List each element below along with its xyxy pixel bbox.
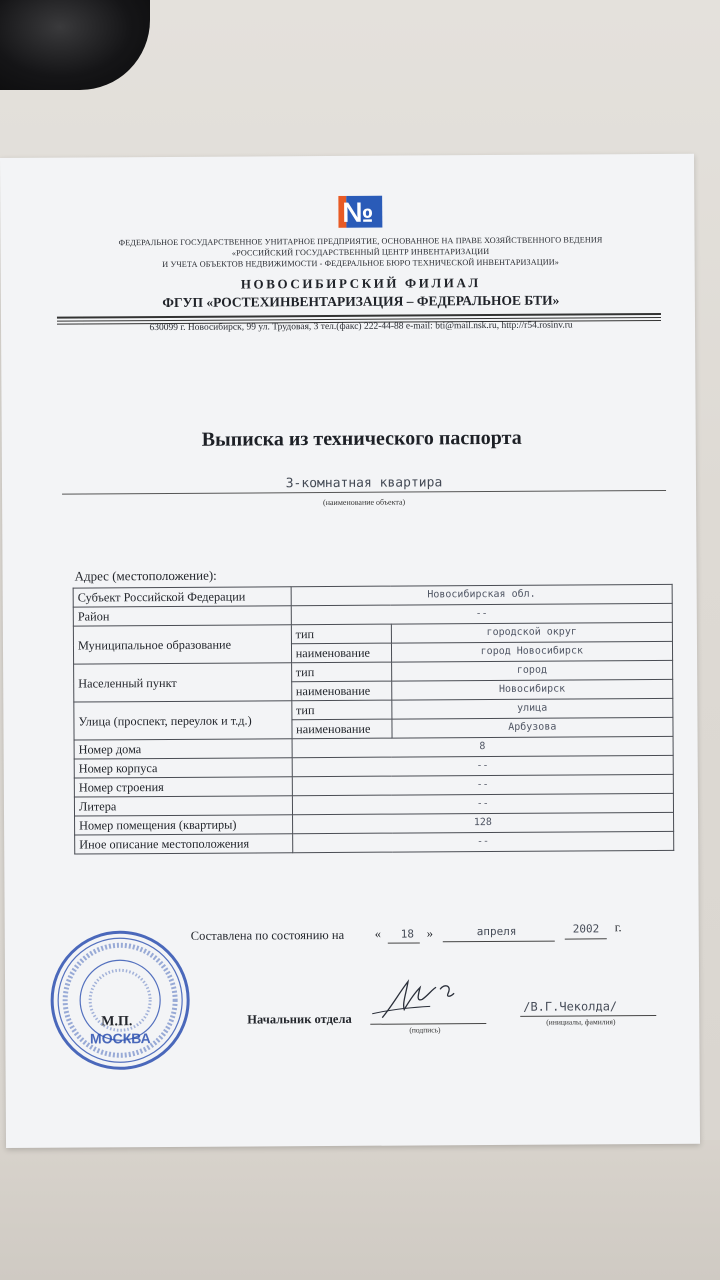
initials-value: /В.Г.Чеколда/ — [523, 999, 618, 1014]
row-value: -- — [292, 831, 673, 852]
object-name: 3-комнатная квартира — [62, 474, 666, 495]
row-label: Номер дома — [74, 739, 292, 759]
year-suffix: г. — [614, 920, 622, 935]
sub-label: наименование — [292, 719, 392, 739]
quote-open: « — [374, 926, 382, 941]
compiled-label: Составлена по состоянию на — [190, 927, 345, 943]
address-table — [73, 584, 675, 855]
branch-name: НОВОСИБИРСКИЙ ФИЛИАЛ — [240, 275, 481, 292]
signature-caption: (подпись) — [409, 1025, 441, 1035]
sub-label: тип — [291, 662, 391, 682]
header-line-3: И УЧЕТА ОБЪЕКТОВ НЕДВИЖИМОСТИ - ФЕДЕРАЛЬНОЕ БЮРО ТЕХНИЧЕСКОЙ ИНВЕНТАРИЗАЦИИ» — [162, 257, 560, 270]
row-label: Район — [73, 606, 291, 626]
sub-label: наименование — [291, 681, 391, 701]
object-caption: (наименование объекта) — [323, 497, 406, 508]
row-value: город Новосибирск — [391, 641, 673, 662]
sub-label: наименование — [291, 643, 391, 663]
row-value: -- — [292, 793, 673, 814]
initials-caption: (инициалы, фамилия) — [546, 1017, 616, 1027]
row-label: Иное описание местоположения — [75, 834, 293, 854]
head-label: Начальник отдела — [247, 1011, 352, 1027]
sub-label: тип — [291, 624, 391, 644]
bti-logo-icon — [338, 196, 382, 228]
row-value: -- — [292, 755, 673, 776]
background-object — [0, 0, 150, 90]
header-line-2: «РОССИЙСКИЙ ГОСУДАРСТВЕННЫЙ ЦЕНТР ИНВЕНТАРИЗАЦИИ — [231, 247, 490, 258]
table-row — [75, 831, 674, 854]
background-surface — [0, 1140, 720, 1280]
svg-text:МОСКВА: МОСКВА — [89, 1030, 151, 1047]
document-title: Выписка из технического паспорта — [201, 426, 522, 451]
row-value: Новосибирск — [391, 679, 673, 700]
date-year: 2002 — [572, 922, 600, 936]
row-value: -- — [292, 774, 673, 795]
contacts-line: 630099 г. Новосибирск, 99 ул. Трудовая, 3 тел.(факс) 222-44-88 e-mail: bti@mail.nsk.ru, http://r54.rosinv.ru — [149, 320, 573, 334]
header-line-1: ФЕДЕРАЛЬНОЕ ГОСУДАРСТВЕННОЕ УНИТАРНОЕ ПРЕДПРИЯТИЕ, ОСНОВАННОЕ НА ПРАВЕ ХОЗЯЙСТВЕННОГО ВЕДЕНИЯ — [118, 235, 603, 248]
row-label: Улица (проспект, переулок и т.д.) — [74, 701, 292, 740]
day-underline — [388, 942, 420, 943]
address-label: Адрес (местоположение): — [74, 567, 217, 584]
row-label: Муниципальное образование — [73, 625, 291, 664]
year-underline — [565, 938, 607, 939]
row-label: Населенный пункт — [74, 663, 292, 702]
row-value: -- — [291, 603, 672, 624]
row-value: 128 — [292, 812, 673, 833]
document-page — [0, 154, 700, 1148]
month-underline — [443, 941, 555, 943]
row-value: город — [391, 660, 673, 681]
row-value: городской округ — [391, 622, 673, 643]
sub-label: тип — [291, 700, 391, 720]
row-value: улица — [391, 698, 673, 719]
organization-name: ФГУП «РОСТЕХИНВЕНТАРИЗАЦИЯ – ФЕДЕРАЛЬНОЕ БТИ» — [162, 292, 560, 311]
stamp-mark: М.П. — [101, 1014, 133, 1030]
row-label: Номер строения — [74, 777, 292, 797]
row-label: Литера — [74, 796, 292, 816]
date-month: апреля — [476, 924, 517, 939]
official-stamp-icon — [49, 929, 192, 1072]
handwritten-signature — [370, 973, 480, 1024]
row-label: Субъект Российской Федерации — [73, 587, 291, 607]
svg-text:№: № — [342, 196, 374, 228]
row-label: Номер корпуса — [74, 758, 292, 778]
row-value: 8 — [292, 736, 673, 757]
date-day: 18 — [400, 927, 415, 941]
row-label: Номер помещения (квартиры) — [75, 815, 293, 835]
quote-close: » — [426, 926, 434, 941]
row-value: Новосибирская обл. — [291, 584, 672, 605]
row-value: Арбузова — [392, 717, 674, 738]
